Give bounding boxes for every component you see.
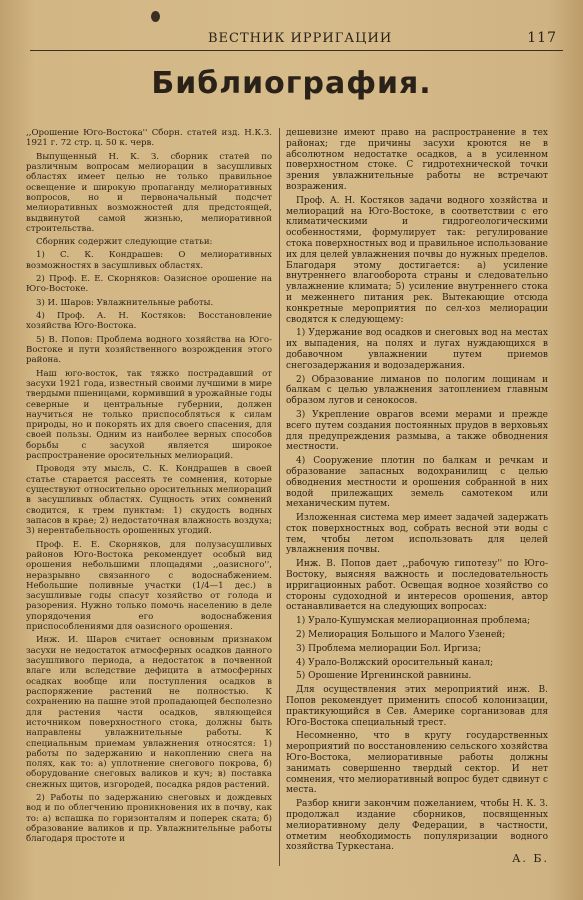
paragraph: Выпущенный Н. К. З. сборник статей по различным вопросам мелиорации в засушливых областях имеет целью не только правильное освещение и широкую пропаганду мелиоративных вопросов, но и первоначальный подсчет мелиоративных возможностей для предстоящей, выдвинутой самой жизнью, мелиоративной строительства. xyxy=(26,151,272,234)
paragraph: Проф. А. Н. Костяков задачи водного хозяйства и мелиораций на Юго-Востоке, в соответствии с его климатическими и гидрогеологическими особенностями, формулирует так: регулирование стока поверхностных вод и правильное использование их для целей увлажнения почвы до нужных пределов. Благодаря этому достигается: а) усиление внутреннего влагооборота страны и следовательно увлажнение климата; 5) усиление внутреннего стока и меженнего питания рек. Вытекающие отсюда конкретные мероприятия по сел-хоз мелиорации сводятся к следующему: xyxy=(286,195,548,325)
list-item: 1) Урало-Кушумская мелиорационная проблема; xyxy=(296,616,531,627)
paragraph: Проф. Е. Е. Скорняков, для полузасушливых районов Юго-Востока рекомендует особый вид орошения небольшими площадями ,,оазисного'', неразрывно связанного с водоснабжением. Небольшие поливные участки (1/4—1 дес.) в засушливые годы спасут хозяйство от голода и разорения. Нужно только помочь населению в деле упорядочения его водоснабжения приспособлениями для оазисного орошения. xyxy=(26,539,272,633)
list-item: 1) Удержание вод осадков и снеговых вод на местах их выпадения, на полях и лугах нуждающихся в добавочном увлажнении путем приемов снегозадержания и водозадержания. xyxy=(286,328,548,371)
paragraph: Сборник содержит следующие статьи: xyxy=(36,237,213,248)
punch-hole xyxy=(151,11,160,22)
paragraph: Инж. И. Шаров считает основным признаком засухи не недостаток атмосферных осадков данного засушливого периода, а недостаток в почвенной влаге или вследствие дефицита в атмосферных осадках вообще или поступления осадков в распоряжение растений не полностью. К сохранению на пашне этой пропадающей бесполезно для растения части осадков, являющейся источником поверхностного стока, должны быть направлены увлажнительные работы. К специальным приемам увлажнения относятся: 1) работы по задержанию и накоплению снега на полях, как то: а) уплотнение снегового покрова, б) оборудование снеговых валиков и куч; в) поставка снежных щитов, изгородей, посадка рядов растений. xyxy=(26,635,272,790)
paragraph: ,,Орошение Юго-Востока'' Сборн. статей изд. Н.К.З. 1921 г. 72 стр. ц. 50 к. черв. xyxy=(26,128,272,149)
list-item: 4) Проф. А. Н. Костяков: Восстановление хозяйства Юго-Востока. xyxy=(26,311,272,332)
list-item: 4) Урало-Волжский оросительный канал; xyxy=(296,657,494,668)
paragraph: Инж. В. Попов дает ,,рабочую гипотезу'' по Юго-Востоку, выясняя важность и последовательность ирригационных работ. Освещая водное хозяйство со стороны судоходной и интересов орошения, автор останавливается на следующих вопросах: xyxy=(286,559,548,613)
paragraph: Изложенная система мер имеет задачей задержать сток поверхностных вод, собрать весной эти воды с тем, чтобы летом использовать для целей увлажнения почвы. xyxy=(286,513,548,556)
paragraph: дешевизне имеют право на распространение в тех районах; где причины засухи кроются не в абсолютном недостатке осадков, а в усиленном поверхностном стоке. С гидротехнической точки зрения увлажнительные работы не встречают возражения. xyxy=(286,128,548,192)
left-column xyxy=(26,128,272,848)
running-header xyxy=(30,28,563,51)
author-signature: А. Б. xyxy=(512,852,549,865)
list-item: 2) Мелиорация Большого и Малого Узеней; xyxy=(296,630,506,641)
list-item: 5) Орошение Иргенинской равнины. xyxy=(296,671,472,682)
list-item: 4) Сооружение плотин по балкам и речкам и образование запасных водохранилищ с целью обводнения местности и орошения собранной в них водой прилежащих земель самотеком или механическим путем. xyxy=(286,456,548,510)
paragraph: Несомненно, что в кругу государственных мероприятий по восстановлению сельского хозяйства Юго-Востока, мелиоративные работы должны занимать совершенно твердый сектор. И нет сомнения, что мелиоративный вопрос будет сдвинут с места. xyxy=(286,731,548,796)
paragraph: Проводя эту мысль, С. К. Кондрашев в своей статье старается рассеять те сомнения, которые существуют относительно оросительных мелиораций в засушливых областях. Сущность этих сомнений сводится, к трем пунктам: 1) скудость водных запасов в крае; 2) недостаточная влажность воздуха; 3) нерентабельность орошенных угодий. xyxy=(26,464,272,537)
list-item: 2) Образование лиманов по пологим лощинам и балкам с целью увлажнения затоплением главным образом лугов и сенокосов. xyxy=(286,374,548,407)
list-item: 3) Укрепление оврагов всеми мерами и прежде всего путем создания постоянных прудов в верховьях для предупреждения размыва, а также обводнения местности. xyxy=(286,409,548,453)
list-item: 1) С. К. Кондрашев: О мелиоративных возможностях в засушливых областях. xyxy=(26,250,272,271)
column-divider xyxy=(279,128,280,866)
list-item: 3) И. Шаров: Увлажнительные работы. xyxy=(36,297,214,308)
list-item: 5) В. Попов: Проблема водного хозяйства на Юго-Востоке и пути хозяйственного возрождения этого района. xyxy=(26,334,272,366)
list-item: 3) Проблема мелиорации Бол. Иргиза; xyxy=(296,643,482,654)
journal-name: ВЕСТНИК ИРРИГАЦИИ xyxy=(208,31,393,46)
page-title: Библиография. xyxy=(151,66,432,101)
paragraph: Для осуществления этих мероприятий инж. В. Попов рекомендует применить способ колонизации, практикующийся в Сев. Америке сорганизовав для Юго-Востока специальный трест. xyxy=(286,685,548,728)
page-number: 117 xyxy=(527,30,557,46)
list-item: 2) Проф. Е. Е. Скорняков: Оазисное орошение на Юго-Востоке. xyxy=(26,274,272,295)
right-column xyxy=(286,128,548,856)
paragraph: Разбор книги закончим пожеланием, чтобы Н. К. З. продолжал издание сборников, посвященных мелиоративному делу Федерации, в частности, отметим необходимость популяризации водного хозяйства Туркестана. xyxy=(286,799,548,853)
paragraph: Наш юго-восток, так тяжко пострадавший от засухи 1921 года, известный своими лучшими в мире твердыми пшеницами, кормивший в урожайные годы северные и центральные губернии, должен научиться не только приспособляться к силам природы, но и покорять их для своего спасения, для своей пользы. Одним из наиболее верных способов борьбы с засухой является широкое распространение оросительных мелиораций. xyxy=(26,368,272,462)
paragraph: 2) Работы по задержанию снеговых и дождевых вод и по облегчению проникновения их в почву, как то: а) вспашка по горизонталям и поперек ската; б) образование валиков и пр. Увлажнительные работы благодаря простоте и xyxy=(26,793,272,845)
